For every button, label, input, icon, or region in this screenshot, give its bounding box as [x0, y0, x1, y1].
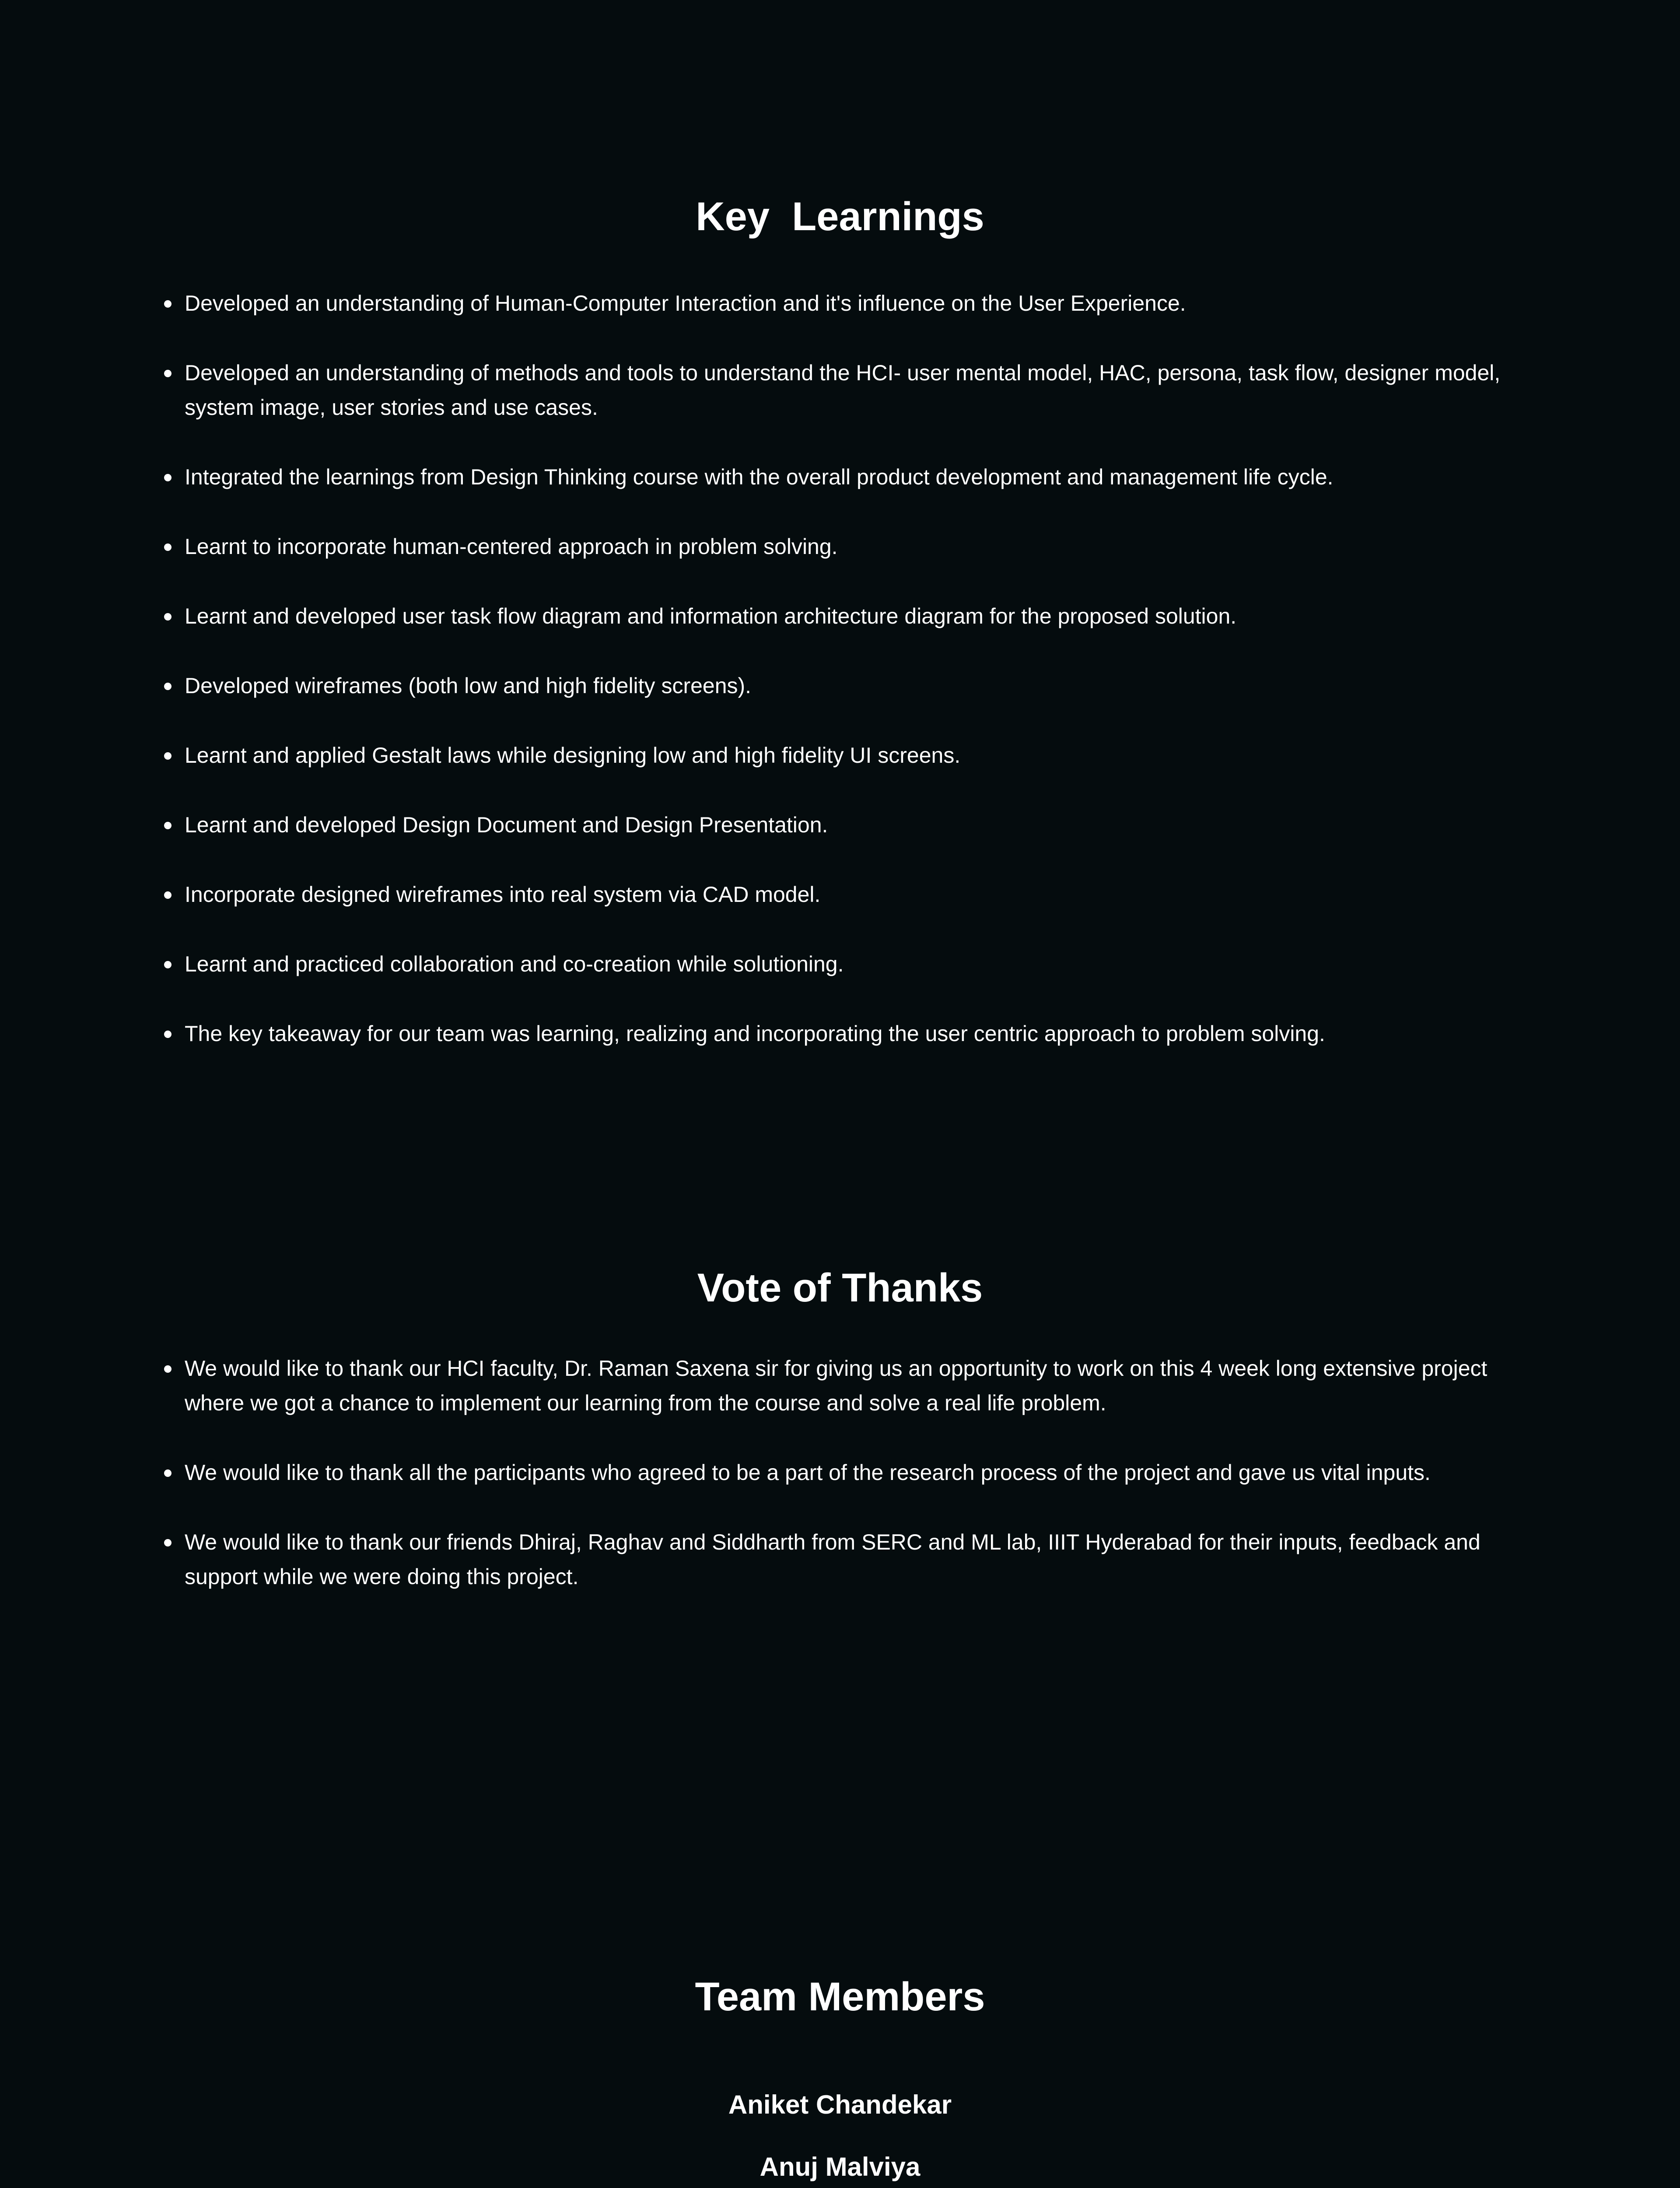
- list-item: Learnt to incorporate human-centered approach in problem solving.: [163, 529, 1532, 564]
- list-item: Developed wireframes (both low and high fidelity screens).: [163, 669, 1532, 703]
- team-member-name: Aniket Chandekar: [728, 2090, 952, 2119]
- list-item: Learnt and practiced collaboration and co-creation while solutioning.: [163, 947, 1532, 982]
- list-item: Learnt and applied Gestalt laws while designing low and high fidelity UI screens.: [163, 738, 1532, 773]
- team-members-title: Team Members: [695, 1974, 985, 2019]
- list-item: We would like to thank all the participants who agreed to be a part of the research process of the project and gave us vital inputs.: [163, 1455, 1532, 1490]
- list-item: Learnt and developed user task flow diagram and information architecture diagram for the proposed solution.: [163, 599, 1532, 634]
- key-learnings-list: [163, 286, 1532, 1086]
- team-member-name: Anuj Malviya: [760, 2152, 920, 2181]
- vote-of-thanks-section: [0, 1225, 1680, 1619]
- vote-of-thanks-title: Vote of Thanks: [697, 1266, 983, 1310]
- list-item: Integrated the learnings from Design Thinking course with the overall product development and management life cycle.: [163, 460, 1532, 494]
- list-item: Learnt and developed Design Document and Design Presentation.: [163, 808, 1532, 842]
- list-item: We would like to thank our friends Dhiraj, Raghav and Siddharth from SERC and ML lab, IIIT Hyderabad for their inputs, feedback and support while we were doing this project.: [163, 1525, 1532, 1594]
- key-learnings-title: Key Learnings: [696, 194, 984, 239]
- vote-of-thanks-list: [163, 1351, 1532, 1629]
- list-item: The key takeaway for our team was learning, realizing and incorporating the user centric approach to problem solving.: [163, 1017, 1532, 1051]
- list-item: Incorporate designed wireframes into real system via CAD model.: [163, 877, 1532, 912]
- list-item: We would like to thank our HCI faculty, Dr. Raman Saxena sir for giving us an opportunity to work on this 4 week long extensive project where we got a chance to implement our learning from the course and solve a real life problem.: [163, 1351, 1532, 1420]
- list-item: Developed an understanding of methods and tools to understand the HCI- user mental model, HAC, persona, task flow, designer model, system image, user stories and use cases.: [163, 356, 1532, 425]
- list-item: Developed an understanding of Human-Computer Interaction and it's influence on the User Experience.: [163, 286, 1532, 321]
